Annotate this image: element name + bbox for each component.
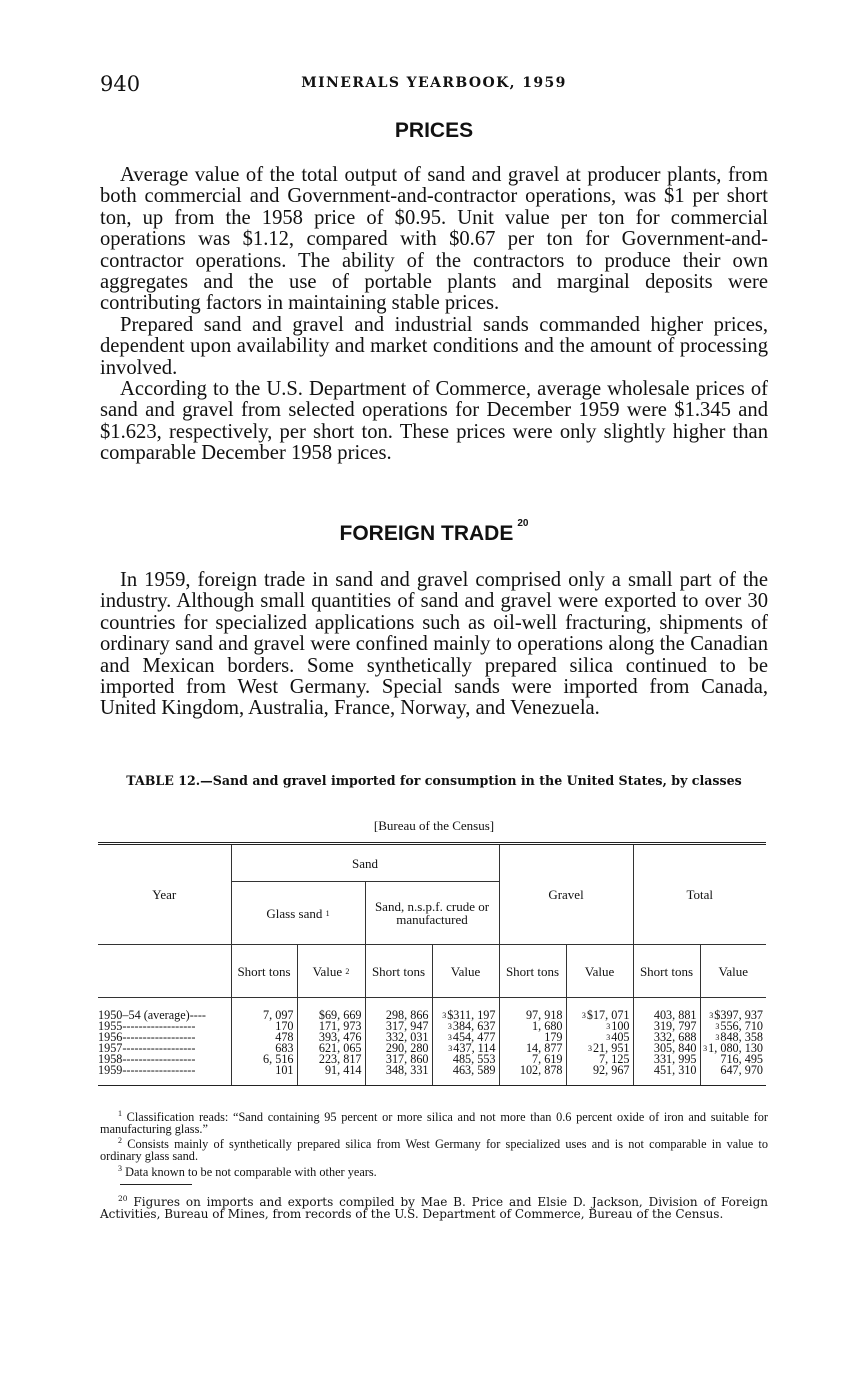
table-note xyxy=(100,1108,768,1135)
glass-sand-value-cell: 621, 065 xyxy=(297,1043,365,1054)
footnote-reference: 3 xyxy=(447,1033,452,1042)
gravel-tons-cell: 7, 619 xyxy=(499,1054,566,1065)
sand-nspf-tons-cell: 298, 866 xyxy=(365,998,432,1022)
year-label: 1950–54 (average) xyxy=(98,1008,190,1022)
sand-nspf-value: 454, 477 xyxy=(452,1030,496,1044)
total-tons-header: Short tons xyxy=(633,945,700,998)
prices-text xyxy=(100,165,768,465)
total-value-header: Value xyxy=(700,945,766,998)
glass-sand-tons-cell: 101 xyxy=(231,1065,297,1086)
total-tons-cell: 403, 881 xyxy=(633,998,700,1022)
total-tons-cell: 332, 688 xyxy=(633,1032,700,1043)
gravel-value-cell xyxy=(566,1065,633,1086)
sand-nspf-tons-header: Short tons xyxy=(365,945,432,998)
glass-sand-value-cell: 171, 973 xyxy=(297,1021,365,1032)
total-value: 848, 358 xyxy=(720,1030,763,1044)
gravel-value: 21, 951 xyxy=(592,1041,630,1055)
footnote-mark: 20 xyxy=(118,1194,128,1203)
glass-sand-value-cell: 223, 817 xyxy=(297,1054,365,1065)
year-cell xyxy=(98,1065,231,1086)
table-note xyxy=(100,1163,768,1179)
footnote-reference: 3 xyxy=(447,1022,452,1031)
gravel-tons-cell: 179 xyxy=(499,1032,566,1043)
prices-paragraph: Average value of the total output of sand and gravel at producer plants, from both commercial and Government-and-contractor operations, was $1 per short ton, up from the 1958 price of $0.95. Unit value per ton for commercial operations was $1.12, compared with $0.67 per ton for Government-and-contractor operations. The ability of the contractors to produce their own aggregates and the use of portable plants and marginal deposits were contributing factors in maintaining stable prices. xyxy=(100,164,768,315)
table-note-text: Consists mainly of synthetically prepared silica from West Germany for specialized uses and is not comparable in value to ordinary glass sand. xyxy=(100,1137,769,1163)
total-tons-cell: 319, 797 xyxy=(633,1021,700,1032)
sand-nspf-tons-cell: 332, 031 xyxy=(365,1032,432,1043)
leader-dots: ------------------ xyxy=(122,1041,196,1055)
footnote-reference: 3 xyxy=(448,1044,453,1053)
prices-heading: PRICES xyxy=(394,119,474,142)
total-value: 716, 495 xyxy=(720,1052,763,1066)
footnote-reference: 3 xyxy=(606,1022,611,1031)
footnote-reference: 3 xyxy=(442,1011,447,1020)
leader-dots: ------------------ xyxy=(122,1063,196,1077)
footnote-mark: 2 xyxy=(118,1136,122,1146)
page-footnote-text: Figures on imports and exports compiled by Mae B. Price and Elsie D. Jackson, Division of Foreign Activities, Bureau of Mines, from records of the U.S. Department of Commerce, Bureau of the Census. xyxy=(100,1195,768,1222)
year-label: 1958 xyxy=(98,1052,123,1066)
sand-nspf-tons-cell: 317, 947 xyxy=(365,1021,432,1032)
sand-nspf-tons-cell: 317, 860 xyxy=(365,1054,432,1065)
total-value: 647, 970 xyxy=(720,1063,763,1077)
year-cell xyxy=(98,998,231,1022)
table-source: [Bureau of the Census] xyxy=(373,818,495,833)
footnote-reference: 3 xyxy=(709,1011,714,1020)
glass-sand-header xyxy=(231,882,365,945)
leader-dots: ------------------ xyxy=(122,1030,196,1044)
page-number: 940 xyxy=(100,72,141,96)
sand-nspf-value: 437, 114 xyxy=(453,1041,496,1055)
table-row xyxy=(98,998,766,1022)
year-label: 1955 xyxy=(98,1019,123,1033)
footnote-reference: 3 xyxy=(715,1033,720,1042)
footnote-reference: 1 xyxy=(325,908,330,918)
page-footnote-paragraph xyxy=(100,1193,768,1221)
gravel-tons-cell: 102, 878 xyxy=(499,1065,566,1086)
total-value-cell xyxy=(700,998,766,1022)
table-caption: TABLE 12.—Sand and gravel imported for consumption in the United States, by classes xyxy=(126,773,742,788)
gravel-value-cell xyxy=(566,998,633,1022)
total-tons-cell: 331, 995 xyxy=(633,1054,700,1065)
sand-nspf-value: 463, 589 xyxy=(452,1063,496,1077)
footnote-reference: 3 xyxy=(581,1011,586,1020)
footnote-reference: 2 xyxy=(345,966,350,976)
sand-nspf-value: 384, 637 xyxy=(452,1019,496,1033)
page-footnote xyxy=(100,1193,768,1221)
total-header: Total xyxy=(633,844,766,945)
sand-nspf-value: $311, 197 xyxy=(447,1008,496,1022)
gravel-value: 92, 967 xyxy=(592,1063,630,1077)
footnote-reference: 3 xyxy=(606,1033,611,1042)
prices-paragraph: According to the U.S. Department of Commerce, average wholesale prices of sand and gravel from selected operations for December 1959 were $1.345 and $1.623, respectively, per short ton. These prices were only slightly higher than comparable December 1958 prices. xyxy=(100,378,768,465)
footnote-reference: 3 xyxy=(587,1044,592,1053)
total-tons-cell: 451, 310 xyxy=(633,1065,700,1086)
imports-table xyxy=(98,842,766,1086)
gravel-value: $17, 071 xyxy=(586,1008,630,1022)
gravel-tons-cell: 14, 877 xyxy=(499,1043,566,1054)
footnote-reference: 20 xyxy=(517,518,529,529)
sand-header: Sand xyxy=(231,844,499,882)
gravel-header: Gravel xyxy=(499,844,633,945)
prices-paragraph: Prepared sand and gravel and industrial sands commanded higher prices, dependent upon availability and market conditions and the amount of processing involved. xyxy=(100,313,768,379)
total-value: 556, 710 xyxy=(720,1019,763,1033)
sand-nspf-value-header: Value xyxy=(432,945,499,998)
foreign-trade-text xyxy=(100,570,768,720)
total-value: 1, 080, 130 xyxy=(708,1041,763,1055)
glass-sand-value-header-label: Value xyxy=(312,963,343,979)
imports-table-body xyxy=(98,998,766,1086)
total-value-cell xyxy=(700,1065,766,1086)
footnote-mark: 1 xyxy=(118,1109,122,1118)
glass-sand-tons-cell: 6, 516 xyxy=(231,1054,297,1065)
table-note xyxy=(100,1135,768,1162)
sand-nspf-header: Sand, n.s.p.f. crude or manufactured xyxy=(365,882,499,945)
glass-sand-value-header xyxy=(297,945,365,998)
gravel-value: 405 xyxy=(611,1030,630,1044)
table-note-text: Data known to be not comparable with other years. xyxy=(125,1164,377,1179)
running-head xyxy=(100,72,768,98)
table-note-text: Classification reads: “Sand containing 95 percent or more silica and not more than 0.6 percent oxide of iron and suitable for manufacturing glass.” xyxy=(100,1110,768,1136)
leader-dots: ------------------ xyxy=(122,1052,196,1066)
glass-sand-tons-cell: 478 xyxy=(231,1032,297,1043)
year-label: 1957 xyxy=(98,1041,123,1055)
footnote-divider xyxy=(120,1184,192,1185)
gravel-tons-cell: 97, 918 xyxy=(499,998,566,1022)
year-label: 1956 xyxy=(98,1030,123,1044)
sand-nspf-tons-cell: 290, 280 xyxy=(365,1043,432,1054)
sand-nspf-value-cell xyxy=(432,1065,499,1086)
gravel-value: 100 xyxy=(611,1019,630,1033)
gravel-value-header: Value xyxy=(566,945,633,998)
sand-nspf-value: 485, 553 xyxy=(452,1052,496,1066)
glass-sand-header-label: Glass sand xyxy=(266,905,323,921)
year-header: Year xyxy=(98,844,231,945)
glass-sand-tons-cell: 170 xyxy=(231,1021,297,1032)
glass-sand-value-cell: $69, 669 xyxy=(297,998,365,1022)
year-label: 1959 xyxy=(98,1063,123,1077)
leader-dots: ---- xyxy=(189,1008,206,1022)
total-value: $397, 937 xyxy=(714,1008,763,1022)
foreign-trade-paragraph: In 1959, foreign trade in sand and gravel comprised only a small part of the industry. Although small quantities of sand and gravel were exported to over 30 countries for specialized applications such as oil-well fracturing, shipments of ordinary sand and gravel were confined mainly to operations along the Canadian and Mexican borders. Some synthetically prepared silica continued to be imported from West Germany. Special sands were imported from Canada, United Kingdom, Australia, France, Norway, and Venezuela. xyxy=(100,569,768,720)
sand-nspf-tons-cell: 348, 331 xyxy=(365,1065,432,1086)
total-tons-cell: 305, 840 xyxy=(633,1043,700,1054)
foreign-trade-heading-text: FOREIGN TRADE xyxy=(339,522,514,545)
glass-sand-value-cell: 91, 414 xyxy=(297,1065,365,1086)
gravel-tons-cell: 1, 680 xyxy=(499,1021,566,1032)
glass-sand-tons-header: Short tons xyxy=(231,945,297,998)
footnote-reference: 3 xyxy=(703,1044,708,1053)
glass-sand-tons-cell: 7, 097 xyxy=(231,998,297,1022)
gravel-tons-header: Short tons xyxy=(499,945,566,998)
table-row xyxy=(98,1065,766,1086)
footnote-reference: 3 xyxy=(715,1022,720,1031)
table-notes xyxy=(100,1108,768,1178)
running-title: MINERALS YEARBOOK, 1959 xyxy=(301,75,567,91)
foreign-trade-heading xyxy=(100,518,768,546)
gravel-value: 7, 125 xyxy=(599,1052,630,1066)
sand-nspf-value-cell xyxy=(432,998,499,1022)
glass-sand-value-cell: 393, 476 xyxy=(297,1032,365,1043)
leader-dots: ------------------ xyxy=(122,1019,196,1033)
footnote-mark: 3 xyxy=(118,1163,122,1173)
glass-sand-tons-cell: 683 xyxy=(231,1043,297,1054)
